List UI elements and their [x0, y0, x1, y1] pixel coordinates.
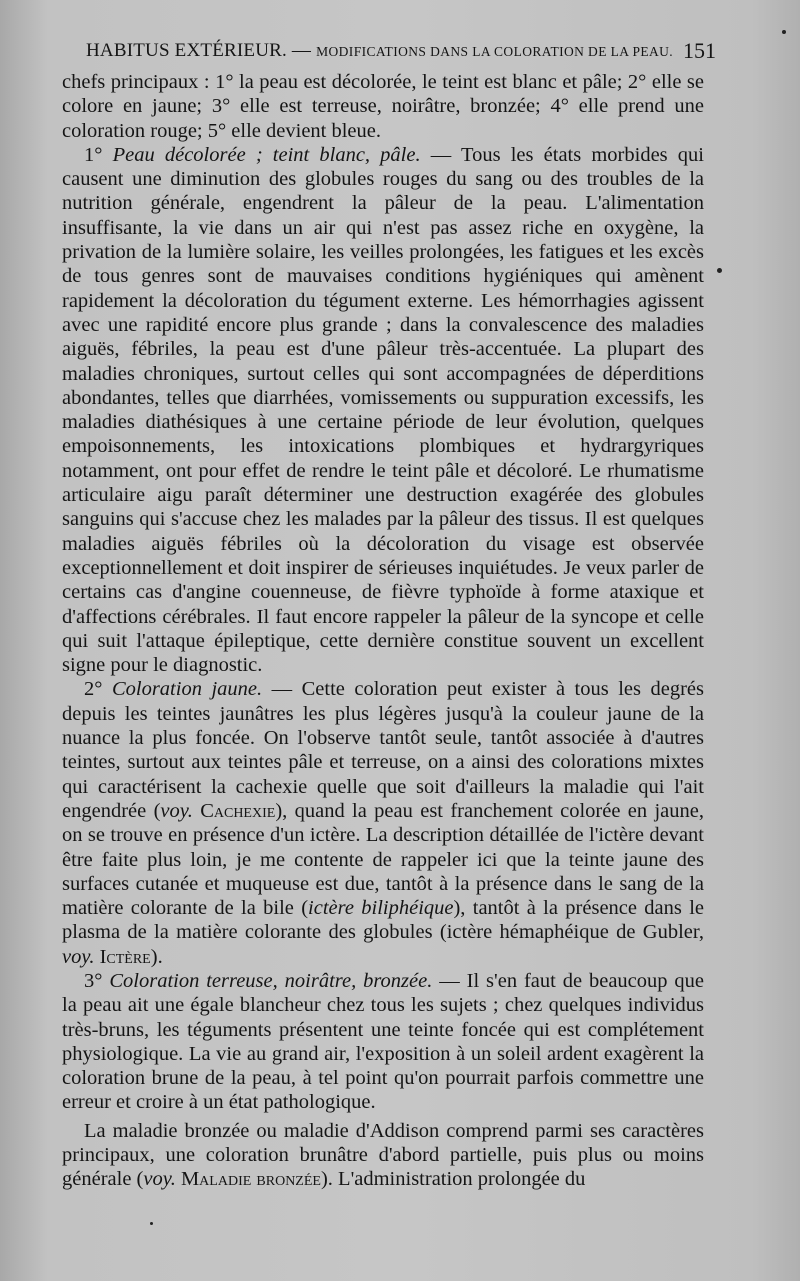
cross-reference-cachexie: Cachexie [192, 799, 276, 822]
section-number: 2° [84, 678, 112, 701]
paragraph-text: ). [150, 945, 163, 968]
print-speck [717, 268, 722, 273]
paragraph-pale-skin [62, 143, 704, 678]
cross-reference-voy: voy. [143, 1168, 176, 1191]
paragraph-text: — Il s'en faut de beaucoup que la peau ait une égale blancheur chez tous les sujets ; chez quelques individus très-bruns, les téguments présentent une teinte foncée qui est complétement physiologique. La vie au grand air, l'exposition à un soleil ardent exagèrent la coloration brune de la peau, à tel point qu'on pourrait parfois commettre une erreur et croire à un état pathologique. [62, 969, 704, 1114]
page-number: 151 [683, 38, 716, 63]
section-heading: Coloration jaune. [111, 678, 263, 701]
paragraph-continuation [62, 70, 704, 143]
running-title [86, 40, 673, 62]
section-number: 1° [84, 143, 113, 166]
running-title-separator: — [286, 40, 317, 61]
paragraph-text: La maladie bronzée ou maladie d'Addison comprend parmi ses caractères principaux, une coloration brunâtre d'abord partielle, puis plus ou moins générale ( [62, 1119, 704, 1191]
running-title-main: HABITUS EXTÉRIEUR. [86, 40, 287, 61]
paragraph-earthy-coloration [62, 969, 704, 1115]
paragraph-text: — Tous les états morbides qui causent une diminution des globules rouges du sang ou des troubles de la nutrition générale, engendrent la pâleur de la peau. L'alimentation insuffisante, la vie dans un air qui n'est pas assez riche en oxygène, la privation de la lumière solaire, les veilles prolongées, les fatigues et les excès de tous genres sont de mauvaises conditions hygiéniques qui amènent rapidement la décoloration du tégument externe. Les hémorrhagies agissent avec une rapidité encore plus grande ; dans la convalescence des maladies aiguës, fébriles, la peau est d'une pâleur très-accentuée. La plupart des maladies chroniques, surtout celles qui sont accompagnées de déperditions abondantes, telles que diarrhées, vomissements ou suppuration excessifs, les maladies diathésiques à une certaine période de leur évolution, quelques empoisonnements, les intoxications plombiques et hydrargyriques notamment, ont pour effet de rendre le teint pâle et décoloré. Le rhumatisme articulaire aigu paraît déterminer une destruction exagérée des globules sanguins qui s'accuse chez les malades par la pâleur des tissus. Il est quelques maladies aiguës fébriles où la décoloration du visage est observée exceptionnellement et doit inspirer de sérieuses inquiétudes. Je veux parler de certains cas d'angine couenneuse, de fièvre typhoïde à forme ataxique et d'affections cérébrales. Il faut encore rappeler la pâleur de la syncope et celle qui suit l'attaque épileptique, cette dernière constitue souvent un excellent signe pour le diagnostic. [62, 143, 704, 677]
paragraph-addison [62, 1119, 704, 1192]
paragraph-text: ), tantôt à la présence dans le plasma de la matière colorante des globules (ictère hémaphéique de Gubler, [62, 897, 704, 944]
print-speck [782, 30, 786, 34]
cross-reference-ictere: Ictère [94, 945, 151, 968]
print-speck [150, 1222, 153, 1225]
paragraph-text: ), quand la peau est franchement colorée en jaune, on se trouve en présence d'un ictère. La description détaillée de l'ictère devant être faite plus loin, je me contente de rappeler ici que la teinte jaune des surfaces cutanée et muqueuse est due, tantôt à la présence dans le sang de la matière colorante de la bile ( [62, 799, 704, 920]
paragraph-yellow-coloration [62, 677, 704, 969]
paragraph-text: chefs principaux : 1° la peau est décolorée, le teint est blanc et pâle; 2° elle se colore en jaune; 3° elle est terreuse, noirâtre, bronzée; 4° elle prend une coloration rouge; 5° elle devient bleue. [62, 71, 704, 142]
italic-term: ictère biliphéique [308, 897, 454, 920]
section-heading: Coloration terreuse, noirâtre, bronzée. [109, 969, 433, 992]
cross-reference-voy: voy. [62, 945, 95, 968]
running-header [86, 38, 716, 66]
paragraph-text: ). L'administration prolongée du [320, 1168, 586, 1191]
cross-reference-voy: voy. [160, 799, 193, 822]
running-title-sub: MODIFICATIONS DANS LA COLORATION DE LA PEAU. [316, 44, 674, 59]
section-number: 3° [84, 969, 110, 992]
body-text [62, 70, 704, 1192]
cross-reference-maladie-bronzee: Maladie bronzée [175, 1168, 321, 1191]
section-heading: Peau décolorée ; teint blanc, pâle. [112, 143, 421, 166]
paragraph-text: — Cette coloration peut exister à tous les degrés depuis les teintes jaunâtres les plus légères jusqu'à la couleur jaune de la nuance la plus foncée. On l'observe tantôt seule, tantôt associée à d'autres teintes, surtout aux teintes pâle et terreuse, on a ainsi des colorations mixtes qui caractérisent la cachexie quelle que soit d'ailleurs la maladie qui l'ait engendrée ( [62, 678, 704, 822]
